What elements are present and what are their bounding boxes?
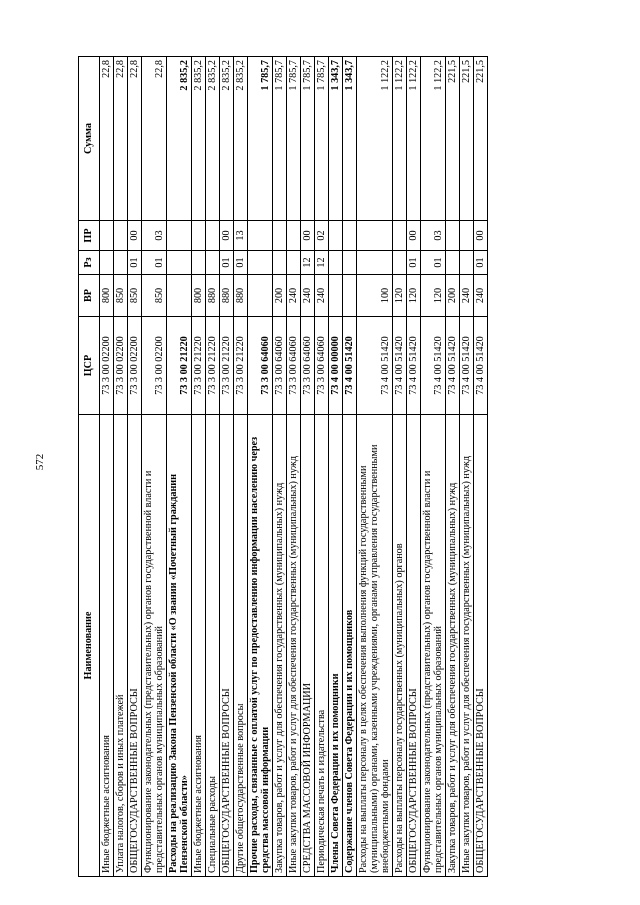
cell-sum: 221,5 (446, 57, 460, 221)
cell-pr (446, 221, 460, 251)
cell-sum: 2 835,2 (192, 57, 206, 221)
cell-sum: 1 785,7 (301, 57, 315, 221)
cell-vr: 850 (142, 275, 167, 317)
cell-name: ОБЩЕГОСУДАРСТВЕННЫЕ ВОПРОСЫ (407, 415, 421, 877)
cell-vr (167, 275, 192, 317)
cell-rz: 01 (142, 251, 167, 275)
cell-pr (100, 221, 114, 251)
cell-vr: 240 (287, 275, 301, 317)
table-row (407, 57, 421, 877)
cell-vr: 120 (407, 275, 421, 317)
cell-vr: 880 (234, 275, 248, 317)
cell-vr: 100 (357, 275, 393, 317)
cell-rz (273, 251, 287, 275)
cell-name: Специальные расходы (206, 415, 220, 877)
cell-csr: 73 4 00 51420 (460, 317, 474, 415)
cell-name: Содержание членов Совета Федерации и их помощников (343, 415, 357, 877)
cell-vr: 850 (114, 275, 128, 317)
cell-vr: 200 (273, 275, 287, 317)
cell-rz (446, 251, 460, 275)
cell-csr: 73 3 00 64060 (248, 317, 273, 415)
cell-csr: 73 3 00 02200 (114, 317, 128, 415)
cell-csr: 73 3 00 64060 (287, 317, 301, 415)
cell-pr: 00 (220, 221, 234, 251)
cell-vr: 200 (446, 275, 460, 317)
cell-csr: 73 3 00 21220 (234, 317, 248, 415)
cell-rz: 01 (220, 251, 234, 275)
table-row (220, 57, 234, 877)
cell-pr: 03 (142, 221, 167, 251)
cell-rz (100, 251, 114, 275)
cell-rz: 01 (234, 251, 248, 275)
cell-pr: 13 (234, 221, 248, 251)
cell-sum: 1 122,2 (421, 57, 446, 221)
cell-rz (460, 251, 474, 275)
cell-csr: 73 3 00 21220 (206, 317, 220, 415)
table-row (206, 57, 220, 877)
cell-sum: 1 343,7 (343, 57, 357, 221)
rotated-table-container (78, 57, 488, 877)
table-row (329, 57, 343, 877)
cell-vr: 120 (393, 275, 407, 317)
cell-vr: 880 (206, 275, 220, 317)
cell-pr (114, 221, 128, 251)
cell-rz: 12 (301, 251, 315, 275)
table-row (234, 57, 248, 877)
cell-pr (248, 221, 273, 251)
cell-name: Расходы на выплаты персоналу в целях обеспечения выполнения функций государственными (муниципальными) органами, казенными учреждениями, органами управления государственными внебюджетными фондами (357, 415, 393, 877)
cell-vr: 240 (474, 275, 488, 317)
cell-rz (329, 251, 343, 275)
cell-pr (357, 221, 393, 251)
cell-sum: 2 835,2 (206, 57, 220, 221)
cell-name: Иные бюджетные ассигнования (192, 415, 206, 877)
table-row (421, 57, 446, 877)
cell-csr: 73 3 00 02200 (100, 317, 114, 415)
cell-vr: 880 (220, 275, 234, 317)
header-name: Наименование (79, 415, 100, 877)
cell-csr: 73 3 00 21220 (167, 317, 192, 415)
table-row (128, 57, 142, 877)
table-row (460, 57, 474, 877)
cell-pr: 00 (128, 221, 142, 251)
cell-pr: 03 (421, 221, 446, 251)
cell-sum: 1 785,7 (273, 57, 287, 221)
cell-rz: 01 (421, 251, 446, 275)
cell-csr: 73 3 00 64060 (315, 317, 329, 415)
cell-name: ОБЩЕГОСУДАРСТВЕННЫЕ ВОПРОСЫ (128, 415, 142, 877)
cell-pr (343, 221, 357, 251)
header-pr: ПР (79, 221, 100, 251)
cell-name: Закупка товаров, работ и услуг для обеспечения государственных (муниципальных) нужд (446, 415, 460, 877)
cell-sum: 1 122,2 (357, 57, 393, 221)
cell-csr: 73 3 00 21220 (220, 317, 234, 415)
cell-name: Функционирование законодательных (представительных) органов государственной власти и представительных органов муниципальных образований (142, 415, 167, 877)
cell-rz (248, 251, 273, 275)
cell-pr: 00 (301, 221, 315, 251)
cell-csr: 73 3 00 02200 (128, 317, 142, 415)
table-row (100, 57, 114, 877)
cell-rz (357, 251, 393, 275)
cell-vr: 800 (192, 275, 206, 317)
cell-pr: 00 (407, 221, 421, 251)
table-row (393, 57, 407, 877)
cell-vr: 240 (301, 275, 315, 317)
cell-vr: 120 (421, 275, 446, 317)
cell-vr (248, 275, 273, 317)
cell-csr: 73 3 00 64060 (301, 317, 315, 415)
cell-pr (287, 221, 301, 251)
cell-rz (287, 251, 301, 275)
cell-sum: 221,5 (460, 57, 474, 221)
cell-name: Прочие расходы, связанные с оплатой услуг по предоставлению информации населению через средства массовой информации (248, 415, 273, 877)
cell-name: Иные закупки товаров, работ и услуг для обеспечения государственных (муниципальных) нужд (460, 415, 474, 877)
table-row (343, 57, 357, 877)
cell-vr: 240 (315, 275, 329, 317)
cell-csr: 73 4 00 51420 (357, 317, 393, 415)
header-rz: Рз (79, 251, 100, 275)
cell-sum: 2 835,2 (167, 57, 192, 221)
cell-sum: 1 122,2 (393, 57, 407, 221)
budget-table (78, 56, 488, 877)
cell-csr: 73 3 00 21220 (192, 317, 206, 415)
cell-csr: 73 4 00 00000 (329, 317, 343, 415)
cell-vr: 240 (460, 275, 474, 317)
cell-pr (206, 221, 220, 251)
cell-vr: 850 (128, 275, 142, 317)
cell-name: Расходы на выплаты персоналу государственных (муниципальных) органов (393, 415, 407, 877)
cell-csr: 73 4 00 51420 (343, 317, 357, 415)
table-row (446, 57, 460, 877)
cell-vr (343, 275, 357, 317)
cell-name: Иные бюджетные ассигнования (100, 415, 114, 877)
cell-csr: 73 4 00 51420 (446, 317, 460, 415)
table-row (248, 57, 273, 877)
table-header-row (79, 57, 100, 877)
table-row (287, 57, 301, 877)
cell-sum: 1 785,7 (287, 57, 301, 221)
cell-name: Другие общегосударственные вопросы (234, 415, 248, 877)
cell-rz (167, 251, 192, 275)
table-row (273, 57, 287, 877)
cell-csr: 73 4 00 51420 (474, 317, 488, 415)
cell-sum: 1 785,7 (248, 57, 273, 221)
table-row (192, 57, 206, 877)
cell-sum: 1 343,7 (329, 57, 343, 221)
page-number: 572 (34, 453, 46, 471)
cell-name: СРЕДСТВА МАССОВОЙ ИНФОРМАЦИИ (301, 415, 315, 877)
cell-name: Члены Совета Федерации и их помощники (329, 415, 343, 877)
header-vr: ВР (79, 275, 100, 317)
cell-rz (343, 251, 357, 275)
header-sum: Сумма (79, 57, 100, 221)
cell-sum: 1 122,2 (407, 57, 421, 221)
cell-rz: 01 (474, 251, 488, 275)
cell-csr: 73 3 00 02200 (142, 317, 167, 415)
cell-name: ОБЩЕГОСУДАРСТВЕННЫЕ ВОПРОСЫ (220, 415, 234, 877)
cell-sum: 221,5 (474, 57, 488, 221)
table-body (100, 57, 488, 877)
cell-csr: 73 4 00 51420 (407, 317, 421, 415)
cell-rz (114, 251, 128, 275)
cell-vr: 800 (100, 275, 114, 317)
cell-sum: 2 835,2 (220, 57, 234, 221)
cell-sum: 22,8 (114, 57, 128, 221)
cell-rz: 01 (128, 251, 142, 275)
cell-vr (329, 275, 343, 317)
cell-pr (273, 221, 287, 251)
cell-pr: 02 (315, 221, 329, 251)
cell-name: Уплата налогов, сборов и иных платежей (114, 415, 128, 877)
cell-sum: 1 785,7 (315, 57, 329, 221)
table-row (357, 57, 393, 877)
table-row (315, 57, 329, 877)
cell-name: Иные закупки товаров, работ и услуг для обеспечения государственных (муниципальных) нужд (287, 415, 301, 877)
cell-pr (460, 221, 474, 251)
cell-pr: 00 (474, 221, 488, 251)
cell-pr (329, 221, 343, 251)
cell-csr: 73 3 00 64060 (273, 317, 287, 415)
table-row (301, 57, 315, 877)
cell-sum: 22,8 (142, 57, 167, 221)
cell-sum: 2 835,2 (234, 57, 248, 221)
cell-rz (206, 251, 220, 275)
cell-rz: 12 (315, 251, 329, 275)
cell-name: Закупка товаров, работ и услуг для обеспечения государственных (муниципальных) нужд (273, 415, 287, 877)
cell-sum: 22,8 (128, 57, 142, 221)
cell-name: ОБЩЕГОСУДАРСТВЕННЫЕ ВОПРОСЫ (474, 415, 488, 877)
cell-name: Функционирование законодательных (представительных) органов государственной власти и представительных органов муниципальных образований (421, 415, 446, 877)
table-row (114, 57, 128, 877)
cell-name: Расходы на реализацию Закона Пензенской области «О звании «Почетный гражданин Пензенской области» (167, 415, 192, 877)
cell-rz (393, 251, 407, 275)
cell-pr (393, 221, 407, 251)
cell-rz: 01 (407, 251, 421, 275)
table-row (167, 57, 192, 877)
cell-name: Периодическая печать и издательства (315, 415, 329, 877)
cell-csr: 73 4 00 51420 (421, 317, 446, 415)
header-csr: ЦСР (79, 317, 100, 415)
cell-rz (192, 251, 206, 275)
table-row (142, 57, 167, 877)
cell-csr: 73 4 00 51420 (393, 317, 407, 415)
cell-sum: 22,8 (100, 57, 114, 221)
table-row (474, 57, 488, 877)
cell-pr (192, 221, 206, 251)
cell-pr (167, 221, 192, 251)
